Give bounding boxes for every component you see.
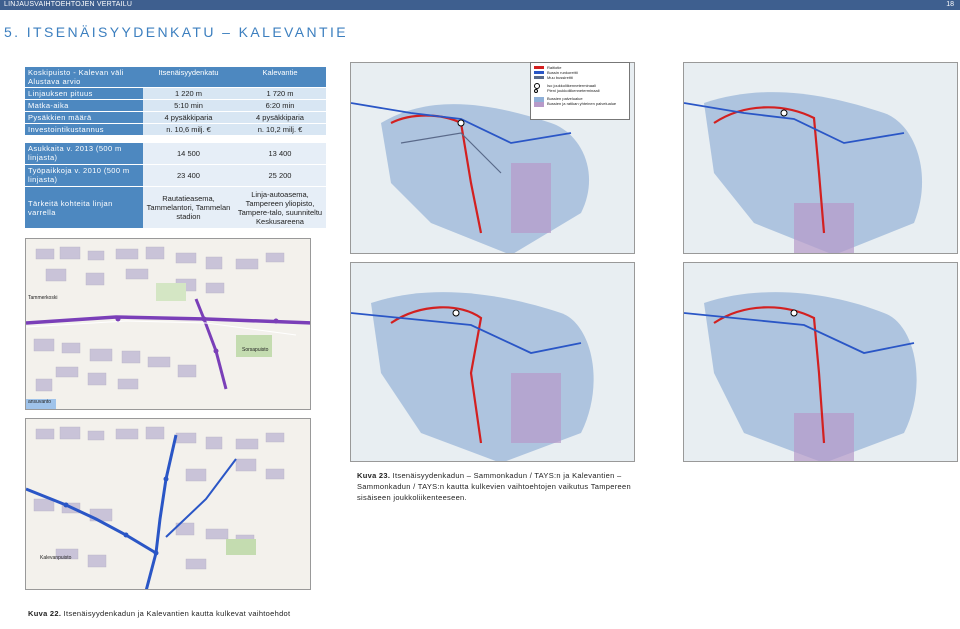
- table-header-row: [25, 67, 326, 88]
- cell: 5:10 min: [143, 100, 234, 111]
- row-label: Pysäkkien määrä: [25, 112, 143, 123]
- map-label: Sorsapuisto: [242, 347, 269, 353]
- cell: 6:20 min: [234, 100, 326, 111]
- map-label: Tammerkoski: [28, 295, 58, 301]
- map-label: Kalevanpuisto: [40, 555, 72, 561]
- legend-item: Bussin runkoreitti: [547, 70, 627, 75]
- row-label: Investointikustannus: [25, 124, 143, 135]
- table-row: [25, 88, 326, 100]
- table-row: [25, 187, 326, 229]
- cell: Rautatieasema, Tammelantori, Tammelan stadion: [143, 187, 234, 228]
- cell: 1 220 m: [143, 88, 234, 99]
- street-map-kalevantie: [25, 418, 311, 590]
- cell: 25 200: [234, 165, 326, 186]
- map-legend: [530, 62, 630, 120]
- legend-item: Bussien palvelualue: [547, 96, 627, 101]
- header-label: LINJAUSVAIHTOEHTOJEN VERTAILU: [4, 1, 133, 8]
- table-row: [25, 100, 326, 112]
- street-map-itsenaisyydenkatu: [25, 238, 311, 410]
- legend-item: Bussien ja ratikan yhteinen palvelualue: [547, 101, 627, 106]
- regional-map-4: [683, 262, 958, 462]
- caption-label: Kuva 23.: [357, 471, 391, 480]
- cell: n. 10,2 milj. €: [234, 124, 326, 135]
- row-label: Linjauksen pituus: [25, 88, 143, 99]
- caption-text: Itsenäisyydenkadun – Sammonkadun / TAYS:n ja Kalevantien – Sammonkadun / TAYS:n kautta kulkevien vaihtoehtojen vaikutus Tampereen sisäiseen joukkoliikenteeseen.: [357, 471, 631, 502]
- row-label: Tärkeitä kohteita linjan varrella: [25, 187, 143, 228]
- regional-map-2: [683, 62, 958, 254]
- regional-map-3: [350, 262, 635, 462]
- header-bar: [0, 0, 960, 10]
- table-row: [25, 165, 326, 187]
- cell: 13 400: [234, 143, 326, 164]
- col-header: Kalevantie: [262, 68, 298, 77]
- cell: 4 pysäkkiparia: [234, 112, 326, 123]
- col-header: Itsenäisyydenkatu: [158, 68, 219, 77]
- row-label: Matka-aika: [25, 100, 143, 111]
- col-header: Koskipuisto - Kalevan väli Alustava arvio: [28, 68, 124, 86]
- cell: Linja-autoasema, Tampereen yliopisto, Tampere-talo, suunniteltu Keskusareena: [234, 187, 326, 228]
- page-number: 18: [946, 1, 954, 8]
- legend-item: Iso joukkoliikenneterminaali: [547, 83, 627, 88]
- caption-label: Kuva 22.: [28, 609, 62, 618]
- map-label: ansuvanto: [28, 399, 52, 405]
- table-row: [25, 112, 326, 124]
- table-row: [25, 143, 326, 165]
- cell: 1 720 m: [234, 88, 326, 99]
- comparison-table: [25, 67, 326, 229]
- caption-kuva23: [357, 470, 633, 503]
- table-row: [25, 124, 326, 136]
- legend-item: Raitiotie: [547, 65, 627, 70]
- page-title: 5. ITSENÄISYYDENKATU – KALEVANTIE: [4, 24, 348, 40]
- caption-kuva22: [28, 608, 308, 619]
- legend-item: Muu bussireitti: [547, 75, 627, 80]
- cell: 4 pysäkkiparia: [143, 112, 234, 123]
- cell: n. 10,6 milj. €: [143, 124, 234, 135]
- cell: 14 500: [143, 143, 234, 164]
- row-label: Asukkaita v. 2013 (500 m linjasta): [25, 143, 143, 164]
- cell: 23 400: [143, 165, 234, 186]
- legend-item: Pieni joukkoliikenneterminaali: [547, 88, 627, 93]
- caption-text: Itsenäisyydenkadun ja Kalevantien kautta kulkevat vaihtoehdot: [63, 609, 291, 618]
- row-label: Työpaikkoja v. 2010 (500 m linjasta): [25, 165, 143, 186]
